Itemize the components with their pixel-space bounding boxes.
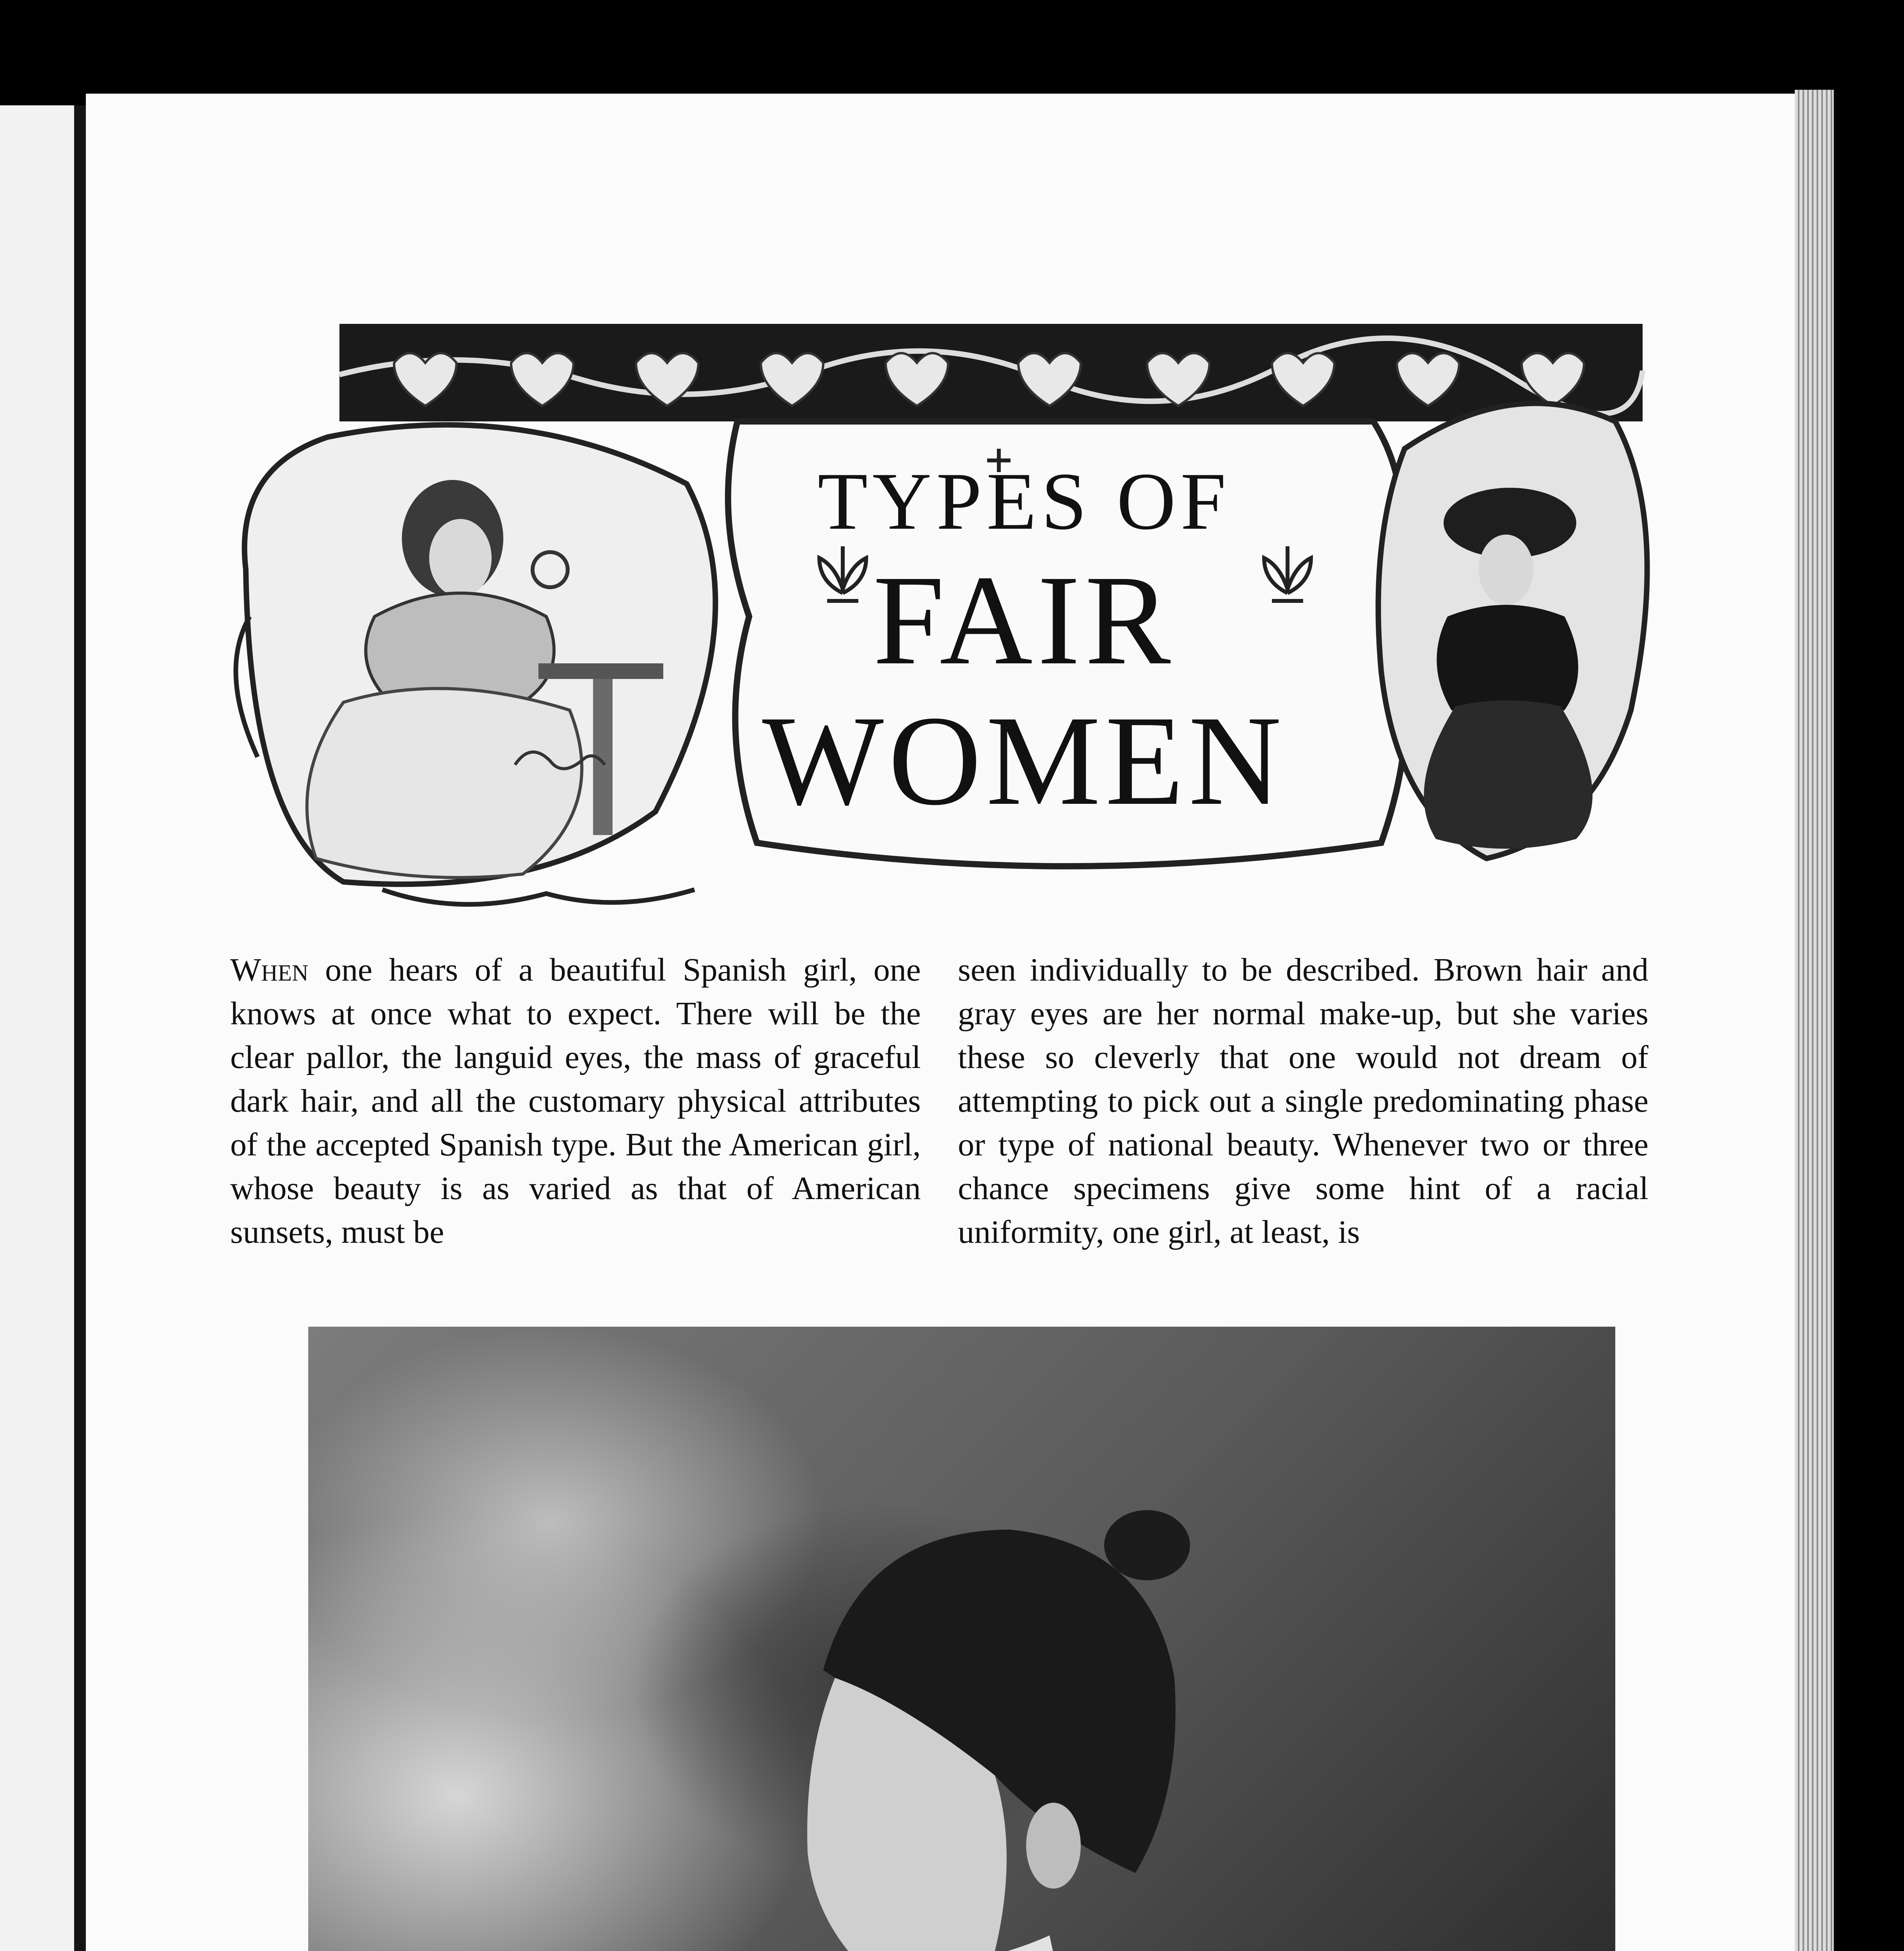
page-stack-edge <box>1795 90 1834 1951</box>
article-title <box>702 453 1346 831</box>
title-line-1: TYPES OF <box>817 456 1231 547</box>
title-line-2: FAIR <box>873 549 1176 691</box>
facing-page-edge <box>0 105 74 1951</box>
left-column-text: one hears of a beautiful Spanish girl, one knows at once what to expect. There will be the clear pallor, the languid eyes, the mass of graceful dark hair, and all the customary physical attributes of the accepted Spanish type. But the American girl, whose beauty is as varied as that of American sunsets, must be <box>230 952 921 1250</box>
article-column-left <box>230 948 921 1254</box>
book-gutter <box>74 105 86 1951</box>
portrait-photograph <box>308 1327 1615 1951</box>
article-column-right <box>958 948 1648 1254</box>
right-column-text: seen individually to be described. Brown hair and gray eyes are her normal make-up, but she varies these so cleverly that one would not dream of attempting to pick out a single predominating phase or type of national beauty. Whenever two or three chance specimens give some hint of a racial uniformity, one girl, at least, is <box>958 952 1648 1250</box>
title-line-3: WOMEN <box>762 689 1286 832</box>
lead-word: When <box>230 952 309 988</box>
